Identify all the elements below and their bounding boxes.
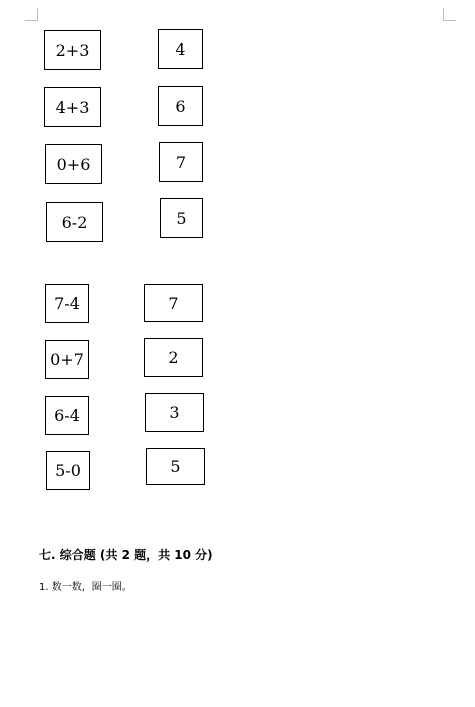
expression-box[interactable]: 7-4 — [45, 284, 89, 323]
expression-box[interactable]: 6-4 — [45, 396, 89, 435]
page-corner-mark-top-right — [443, 8, 456, 21]
question-text: 1. 数一数，圈一圈。 — [39, 582, 132, 593]
number-box[interactable]: 7 — [144, 284, 203, 322]
page-corner-mark-top-left — [25, 8, 38, 21]
number-box[interactable]: 5 — [160, 198, 203, 238]
expression-box[interactable]: 6-2 — [46, 202, 103, 242]
expression-box[interactable]: 4+3 — [44, 87, 101, 127]
expression-box[interactable]: 0+7 — [45, 340, 89, 379]
number-box[interactable]: 4 — [158, 29, 203, 69]
number-box[interactable]: 5 — [146, 448, 205, 485]
number-box[interactable]: 2 — [144, 338, 203, 377]
number-box[interactable]: 7 — [159, 142, 203, 182]
expression-box[interactable]: 5-0 — [46, 451, 90, 490]
number-box[interactable]: 6 — [158, 86, 203, 126]
expression-box[interactable]: 2+3 — [44, 30, 101, 70]
number-box[interactable]: 3 — [145, 393, 204, 432]
section-title: 七. 综合题 (共 2 题，共 10 分) — [39, 548, 213, 562]
expression-box[interactable]: 0+6 — [45, 144, 102, 184]
